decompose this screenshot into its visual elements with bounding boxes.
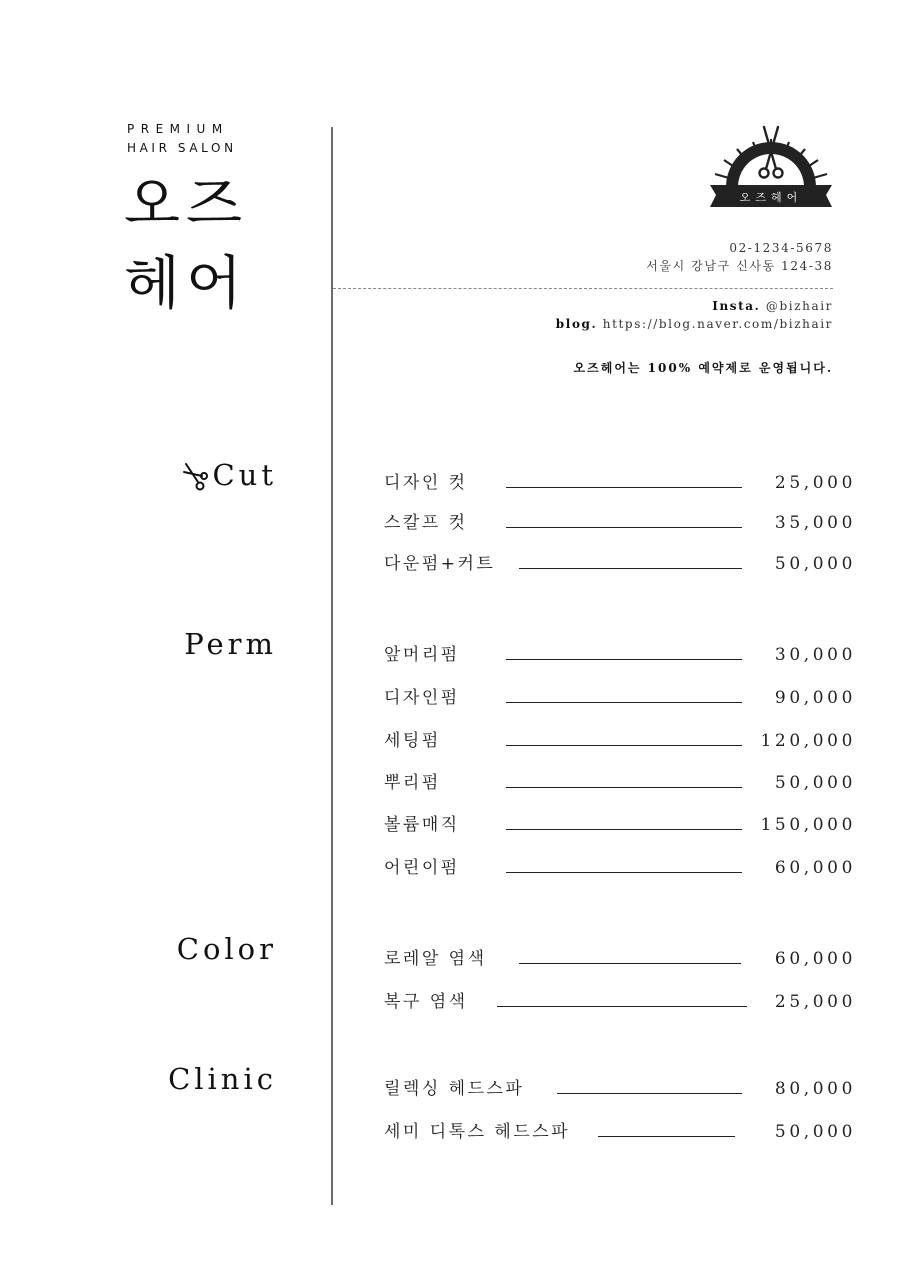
item-name: 다운펌+커트: [384, 554, 496, 574]
item-price: 90,000: [774, 688, 856, 708]
item-price: 25,000: [774, 992, 856, 1012]
brand-name-line-1: 오즈: [124, 170, 249, 238]
menu-item-cut: [384, 511, 856, 535]
menu-item-cut: [384, 552, 856, 576]
menu-item-perm: [384, 643, 856, 667]
scissors-icon: [180, 462, 208, 492]
salon-logo: [706, 125, 836, 213]
item-price: 60,000: [774, 949, 856, 969]
item-name: 세팅펌: [384, 731, 441, 751]
insta-label: Insta.: [712, 299, 761, 313]
category-color-title: Color: [176, 932, 277, 966]
item-name: 디자인펌: [384, 688, 460, 708]
menu-item-clinic: [384, 1077, 856, 1101]
tagline-hair-salon: HAIR SALON: [127, 141, 237, 155]
blog-info: [556, 317, 833, 331]
leader-line: [506, 787, 742, 788]
item-name: 앞머리펌: [384, 645, 460, 665]
menu-item-perm: [384, 729, 856, 753]
leader-line: [506, 659, 742, 660]
item-price: 50,000: [774, 773, 856, 793]
item-price: 25,000: [774, 473, 856, 493]
item-price: 60,000: [774, 858, 856, 878]
item-name: 볼륨매직: [384, 815, 460, 835]
leader-line: [506, 745, 742, 746]
item-price: 80,000: [774, 1079, 856, 1099]
menu-item-clinic: [384, 1120, 856, 1144]
item-price: 30,000: [774, 645, 856, 665]
leader-line: [497, 1006, 747, 1007]
item-name: 복구 염색: [384, 992, 468, 1012]
item-name: 어린이펌: [384, 858, 460, 878]
leader-line: [506, 829, 742, 830]
reservation-notice: 오즈헤어는 100% 예약제로 운영됩니다.: [573, 361, 833, 375]
menu-item-perm: [384, 686, 856, 710]
leader-line: [598, 1136, 735, 1137]
tagline-premium: PREMIUM: [127, 122, 229, 136]
leader-line: [506, 872, 742, 873]
category-cut-title: Cut: [212, 458, 277, 492]
item-name: 릴렉싱 헤드스파: [384, 1079, 525, 1099]
insta-handle[interactable]: @bizhair: [765, 299, 833, 313]
scissors-icon: [706, 125, 836, 213]
category-color: [177, 932, 277, 966]
item-price: 50,000: [774, 554, 856, 574]
menu-item-perm: [384, 771, 856, 795]
category-clinic: [168, 1062, 277, 1096]
leader-line: [506, 702, 742, 703]
category-clinic-title: Clinic: [168, 1062, 277, 1096]
blog-label: blog.: [555, 317, 598, 331]
item-price: 120,000: [760, 731, 856, 751]
menu-item-cut: [384, 471, 856, 495]
leader-line: [506, 527, 742, 528]
item-name: 디자인 컷: [384, 473, 468, 493]
brand-name-line-2: 헤어: [124, 249, 249, 317]
leader-line: [519, 963, 741, 964]
item-price: 150,000: [760, 815, 856, 835]
category-cut: [180, 458, 277, 492]
item-price: 35,000: [774, 513, 856, 533]
menu-item-color: [384, 947, 856, 971]
item-price: 50,000: [774, 1122, 856, 1142]
blog-url[interactable]: https://blog.naver.com/bizhair: [602, 317, 833, 331]
address: 서울시 강남구 신사동 124-38: [646, 259, 833, 273]
item-name: 세미 디톡스 헤드스파: [384, 1122, 571, 1142]
phone-number: 02-1234-5678: [729, 241, 833, 255]
item-name: 로레알 염색: [384, 949, 487, 969]
menu-item-perm: [384, 856, 856, 880]
logo-text: 오즈헤어: [739, 191, 803, 204]
menu-item-color: [384, 990, 856, 1014]
category-perm-title: Perm: [184, 627, 277, 661]
menu-item-perm: [384, 813, 856, 837]
item-name: 뿌리펌: [384, 773, 441, 793]
leader-line: [557, 1093, 742, 1094]
instagram-info: [712, 299, 833, 313]
item-name: 스칼프 컷: [384, 513, 468, 533]
category-perm: [184, 627, 277, 661]
leader-line: [506, 487, 742, 488]
leader-line: [519, 568, 742, 569]
dashed-divider: [333, 288, 833, 289]
